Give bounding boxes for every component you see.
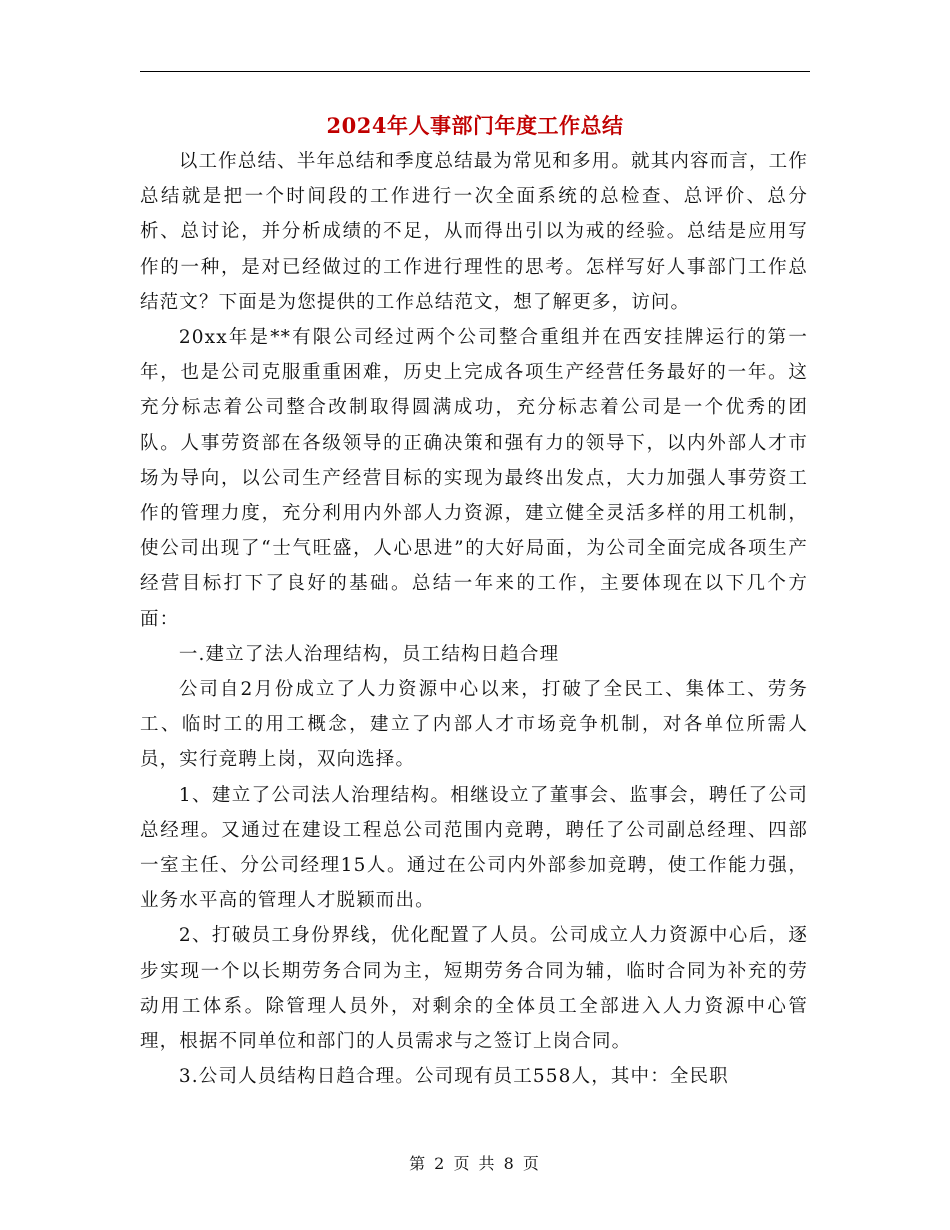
paragraph-item-1: 1、建立了公司法人治理结构。相继设立了董事会、监事会，聘任了公司总经理。又通过在建设工程总公司范围内竞聘，聘任了公司副总经理、四部一室主任、分公司经理15人。通过在公司内外部参加竞聘，使工作能力强，业务水平高的管理人才脱颖而出。 [140, 784, 808, 912]
header-rule [140, 71, 810, 72]
page-number: 第 2 页 共 8 页 [409, 1154, 541, 1173]
document-title: 2024年人事部门年度工作总结 [326, 113, 624, 138]
paragraph-intro: 以工作总结、半年总结和季度总结最为常见和多用。就其内容而言，工作总结就是把一个时间段的工作进行一次全面系统的总检查、总评价、总分析、总讨论，并分析成绩的不足，从而得出引以为戒的经验。总结是应用写作的一种，是对已经做过的工作进行理性的思考。怎样写好人事部门工作总结范文？下面是为您提供的工作总结范文，想了解更多，访问。 [140, 151, 808, 313]
paragraph-item-2: 2、打破员工身份界线，优化配置了人员。公司成立人力资源中心后，逐步实现一个以长期劳务合同为主，短期劳务合同为辅，临时合同为补充的劳动用工体系。除管理人员外，对剩余的全体员工全部进入人力资源中心管理，根据不同单位和部门的人员需求与之签订上岗合同。 [140, 925, 808, 1053]
document-body [140, 144, 808, 1094]
paragraph-overview: 20xx年是**有限公司经过两个公司整合重组并在西安挂牌运行的第一年，也是公司克服重重困难，历史上完成各项生产经营任务最好的一年。这充分标志着公司整合改制取得圆满成功，充分标志着公司是一个优秀的团队。人事劳资部在各级领导的正确决策和强有力的领导下，以内外部人才市场为导向，以公司生产经营目标的实现为最终出发点，大力加强人事劳资工作的管理力度，充分利用内外部人力资源，建立健全灵活多样的用工机制，使公司出现了“士气旺盛，人心思进”的大好局面，为公司全面完成各项生产经营目标打下了良好的基础。总结一年来的工作，主要体现在以下几个方面： [140, 327, 808, 630]
section-heading-1: 一.建立了法人治理结构，员工结构日趋合理 [178, 643, 560, 665]
paragraph-hr-center: 公司自2月份成立了人力资源中心以来，打破了全民工、集体工、劳务工、临时工的用工概念，建立了内部人才市场竞争机制，对各单位所需人员，实行竞聘上岗，双向选择。 [140, 679, 808, 771]
paragraph-item-3: 3.公司人员结构日趋合理。公司现有员工558人，其中：全民职 [178, 1066, 729, 1088]
